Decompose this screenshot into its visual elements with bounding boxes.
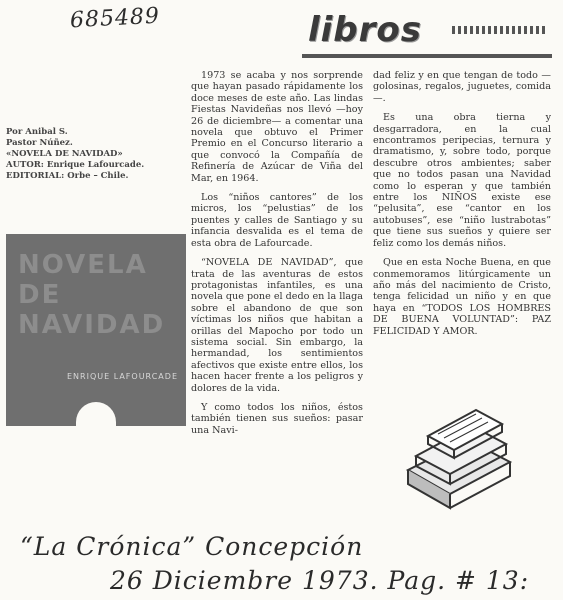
book-title: «NOVELA DE NAVIDAD» <box>6 149 123 159</box>
handwritten-date-page: 26 Diciembre 1973. Pag. # 13: <box>110 566 530 595</box>
book-publisher: EDITORIAL: Orbe – Chile. <box>6 171 129 181</box>
cover-title: NOVELA DE NAVIDAD <box>18 250 166 340</box>
section-title: libros <box>308 10 423 50</box>
banner-rule <box>452 26 548 34</box>
article-column-2 <box>373 70 551 390</box>
paragraph: dad feliz y en que tengan de todo —golosinas, regalos, juguetes, comida—. <box>373 70 551 104</box>
paragraph: Es una obra tierna y desgarradora, en la cual encontramos peripecias, ternura y dramatismo, y, sobre todo, porque descubre otros ambientes; saber que no todos pasan una Navidad como lo esperan y que también entre los NIÑOS existe ese “pelusita”, ese “cantor en los autobuses”, ese “niño lustrabotas” que tiene sus sueños y quiere ser feliz como los demás niños. <box>373 112 551 249</box>
book-author: AUTOR: Enrique Lafourcade. <box>6 160 145 170</box>
reviewer-line: Por Anibal S. <box>6 127 68 137</box>
paragraph: 1973 se acaba y nos sorprende que hayan pasado rápidamente los doce meses de este año. Las lindas Fiestas Navideñas nos llevó —hoy 26 de diciembre— a comentar una novela que obtuvo el Primer Premio en el Concurso literario a que convocó la Compañía de Refinería de Azúcar de Viña del Mar, en 1964. <box>191 70 363 184</box>
cover-torn-edge <box>76 402 116 426</box>
cover-author: ENRIQUE LAFOURCADE <box>66 372 178 381</box>
section-banner <box>302 8 552 58</box>
book-credits <box>6 127 186 182</box>
handwritten-source: “La Crónica” Concepción <box>20 532 364 561</box>
reviewer-line-2: Pastor Núñez. <box>6 138 73 148</box>
paragraph: Que en esta Noche Buena, en que conmemoramos litúrgicamente un año más del nacimiento de Cristo, tenga felicidad un niño y en que haya en “TODOS LOS HOMBRES DE BUENA VOLUNTAD”: PAZ FELICIDAD Y AMOR. <box>373 257 551 337</box>
article-column-1 <box>191 70 363 520</box>
book-cover-image <box>6 234 186 426</box>
archive-number: 685489 <box>69 3 161 34</box>
paragraph: Y como todos los niños, éstos también tienen sus sueños: pasar una Navi- <box>191 401 363 436</box>
paragraph: Los “niños cantores” de los micros, los “pelustias” de los puentes y calles de Santiago y su infancia desvalida es el tema de esta obra de Lafourcade. <box>191 192 363 249</box>
stacked-books-illustration <box>398 400 518 512</box>
paragraph: “NOVELA DE NAVIDAD”, que trata de las aventuras de estos protagonistas infantiles, es una novela que pone el dedo en la llaga sobre el abandono de que son víctimas los niños que habitan a orillas del Mapocho por todo un sistema social. Sin embargo, la hermandad, los sentimientos afectivos que existe entre ellos, los hacen hacer frente a los peligros y dolores de la vida. <box>191 257 363 394</box>
